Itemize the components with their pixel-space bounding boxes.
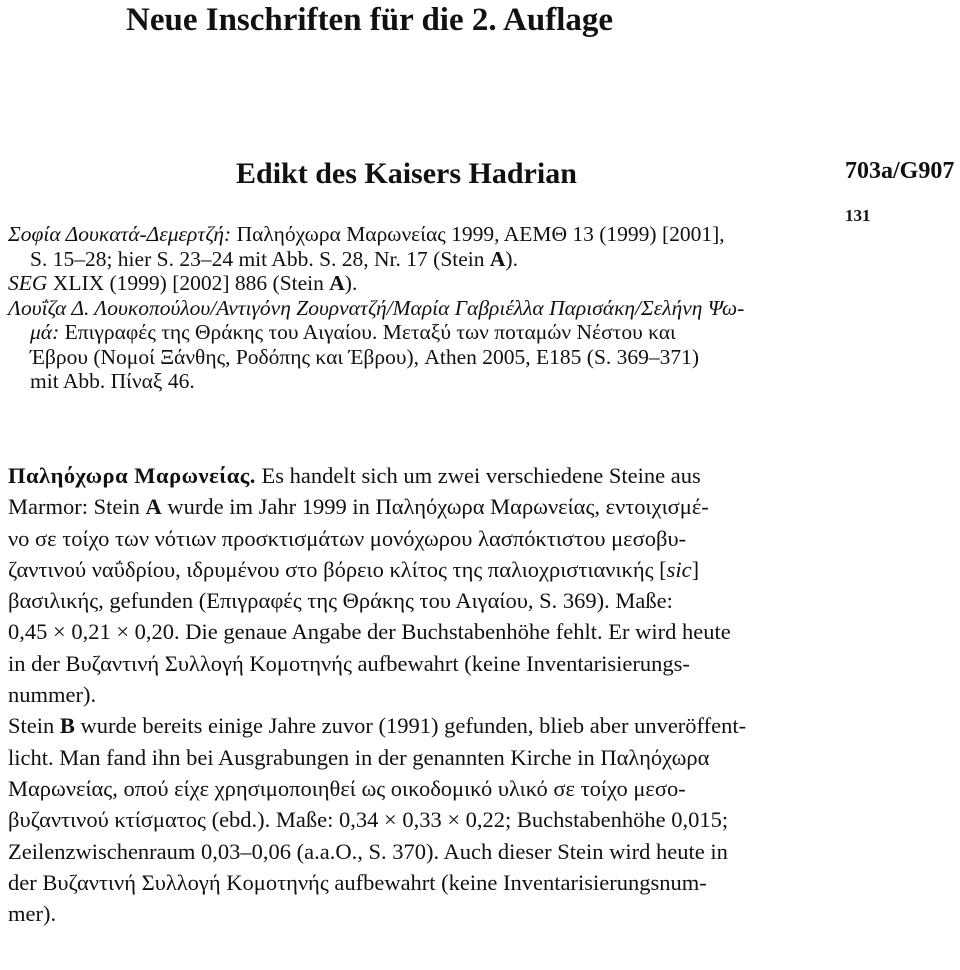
body-line: [8, 460, 838, 491]
bib-entry-3-line-1: [8, 296, 838, 321]
body-span: Stein: [8, 713, 60, 739]
bib-text: Επιγραφές της Θράκης του Αιγαίου. Μεταξύ των ποταμών Νέστου και: [59, 320, 676, 344]
bib-entry-3: [8, 296, 838, 394]
body-line: 0,45 × 0,21 × 0,20. Die genaue Angabe der Buchstabenhöhe fehlt. Er wird heute: [8, 619, 731, 645]
body-line: [8, 710, 838, 741]
bib-text: ).: [344, 271, 358, 295]
body-line: mer).: [8, 901, 57, 927]
bib-series: SEG: [8, 271, 48, 295]
margin-reference: 703a/G907: [845, 158, 955, 184]
place-heading: Παληόχωρα Μαρωνείας.: [8, 463, 256, 488]
bib-entry-2-line-1: [8, 271, 838, 296]
sic-marker: sic: [666, 556, 692, 582]
bib-entry-1: [8, 222, 838, 271]
bib-text: Παληόχωρα Μαρωνείας 1999, ΑΕΜΘ 13 (1999) [2001],: [231, 222, 725, 246]
body-line: licht. Man fand ihn bei Ausgrabungen in der genannten Kirche in Παληόχωρα: [8, 744, 710, 770]
bibliography: [8, 222, 838, 394]
body-line: βασιλικής, gefunden (Επιγραφές της Θράκης του Αιγαίου, S. 369). Maße:: [8, 588, 673, 614]
body-span: Marmor: Stein: [8, 494, 146, 520]
bib-author: Σοφία Δουκατά-Δεμερτζή:: [8, 222, 232, 246]
body-span: ζαντινού ναΰδρίου, ιδρυμένου στο βόρειο κλίτος της παλιοχριστιανικής [: [8, 556, 667, 582]
section-heading: Edikt des Kaisers Hadrian: [236, 157, 577, 190]
bib-entry-1-line-2: [8, 247, 838, 272]
bib-text: S. 15–28; hier S. 23–24 mit Abb. S. 28, Nr. 17 (Stein: [30, 246, 490, 271]
stone-label: A: [329, 271, 345, 295]
body-line: in der Βυζαντινή Συλλογή Κομοτηνής aufbewahrt (keine Inventarisierungs-: [8, 650, 690, 676]
body-line: Μαρωνείας, οπού είχε χρησιμοποιηθεί ως οικοδομικό υλικό σε τοίχο μεσο-: [8, 775, 686, 801]
stone-label: A: [489, 246, 506, 271]
bib-entry-3-line-3: Έβρου (Νομοί Ξάνθης, Ροδόπης και Έβρου), Athen 2005, E185 (S. 369–371): [30, 344, 700, 369]
stone-label: B: [59, 713, 75, 739]
bib-author: μά:: [30, 320, 60, 344]
body-text: [8, 460, 838, 929]
bib-entry-2: [8, 271, 838, 296]
bib-entry-3-line-4: mit Abb. Πίναξ 46.: [30, 369, 195, 393]
body-span: wurde bereits einige Jahre zuvor (1991) gefunden, blieb aber unveröffent-: [74, 713, 747, 739]
bib-author: Λουΐζα Δ. Λουκοπούλου/Αντιγόνη Ζουρνατζή/Μαρία Γαβριέλλα Παρισάκη/Σελήνη Ψω-: [8, 295, 745, 320]
page-title: Neue Inschriften für die 2. Auflage: [126, 2, 614, 38]
body-line: [8, 554, 838, 585]
body-line: der Βυζαντινή Συλλογή Κομοτηνής aufbewahrt (keine Inventarisierungsnum-: [8, 869, 707, 895]
body-line: νο σε τοίχο των νότιων προσκτισμάτων μονόχωρου λασπόκτιστου μεσοβυ-: [8, 525, 687, 551]
body-span: ]: [691, 556, 700, 582]
body-line: [8, 491, 838, 522]
bib-text: ).: [505, 246, 518, 271]
bib-entry-1-line-1: [8, 222, 838, 247]
body-line: βυζαντινού κτίσματος (ebd.). Maße: 0,34 × 0,33 × 0,22; Buchstabenhöhe 0,015;: [8, 807, 729, 833]
bib-entry-3-line-2: [8, 320, 838, 345]
bib-text: XLIX (1999) [2002] 886 (Stein: [47, 271, 330, 295]
body-span: wurde im Jahr 1999 in Παληόχωρα Μαρωνείας, εντοιχισμέ-: [161, 494, 709, 520]
body-span: Es handelt sich um zwei verschiedene Steine aus: [255, 463, 701, 488]
stone-label: A: [145, 494, 162, 520]
margin-number: 131: [845, 206, 871, 225]
body-line: nummer).: [8, 682, 97, 708]
body-line: Zeilenzwischenraum 0,03–0,06 (a.a.O., S. 370). Auch dieser Stein wird heute in: [8, 838, 728, 864]
